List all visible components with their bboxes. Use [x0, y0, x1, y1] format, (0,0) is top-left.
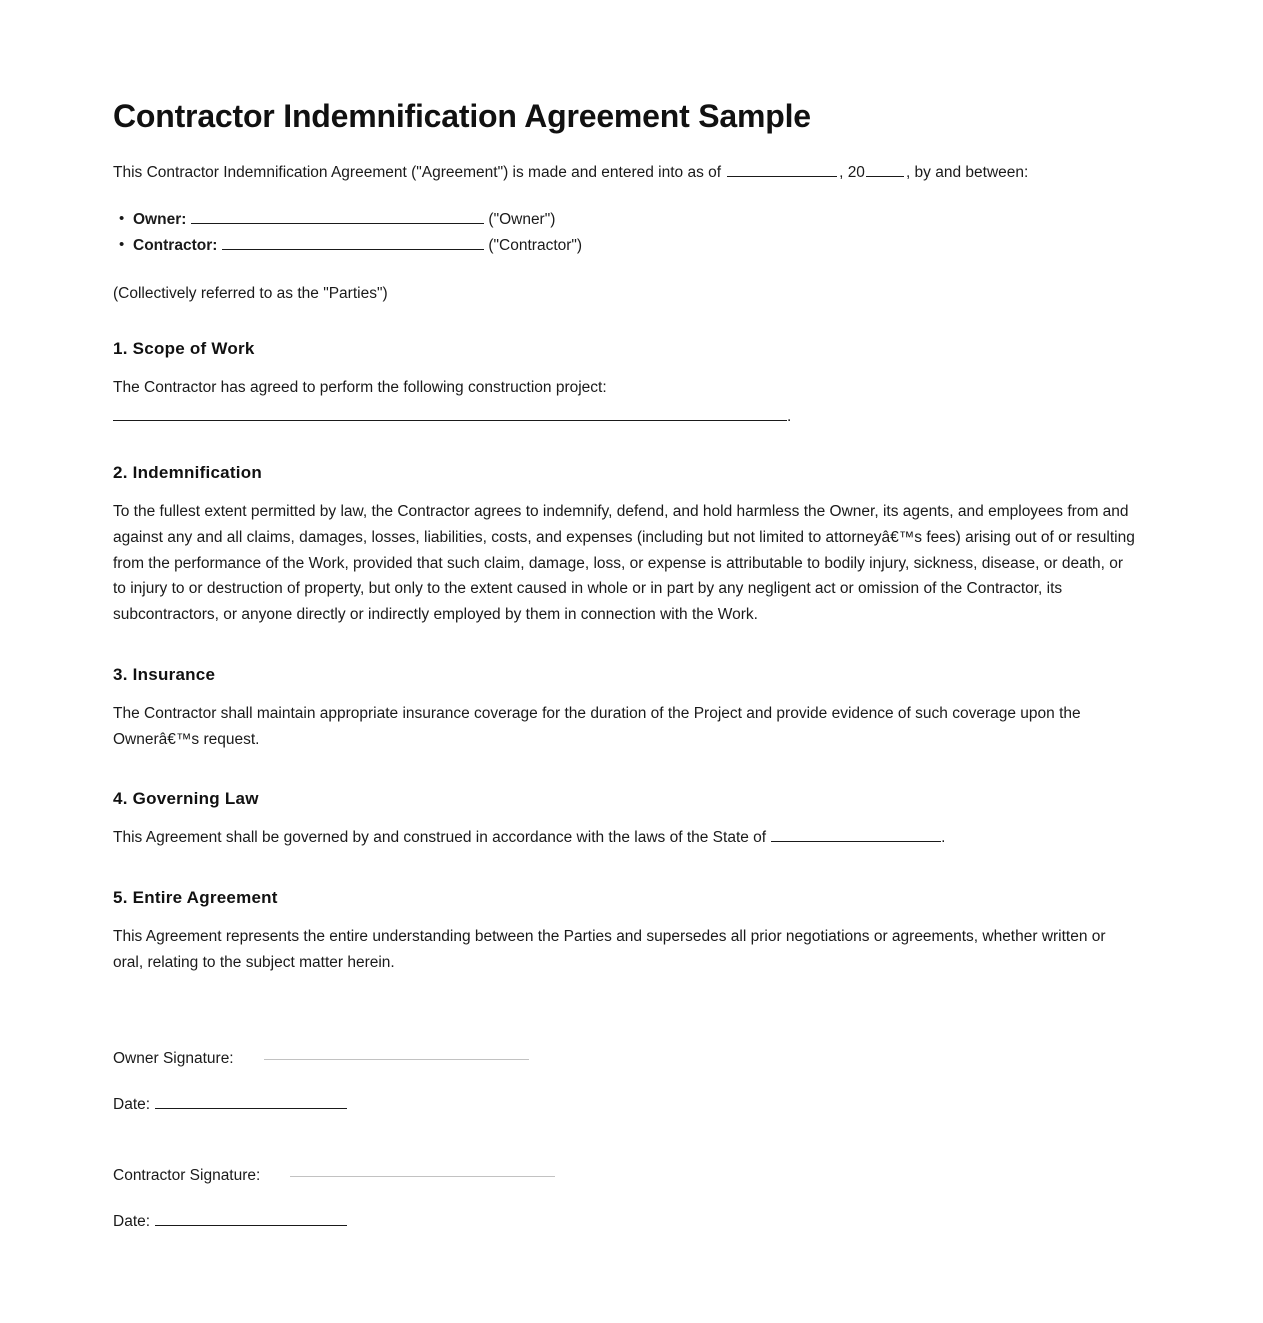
contractor-date-label: Date: [113, 1213, 151, 1230]
owner-signature-block [113, 1046, 813, 1072]
governing-law-period: . [941, 829, 946, 846]
section-body-insurance: The Contractor shall maintain appropriate insurance coverage for the duration of the Project and provide evidence of such coverage upon the Ownerâ€™s request. [113, 705, 1081, 748]
governing-law-state-blank[interactable] [771, 828, 941, 842]
governing-law-text-before-blank: This Agreement shall be governed by and construed in accordance with the laws of the State of [113, 829, 767, 846]
contractor-date-blank[interactable] [155, 1212, 347, 1226]
page-title: Contractor Indemnification Agreement Sample [113, 98, 811, 134]
scope-of-work-blank[interactable] [113, 407, 787, 421]
agreement-year-blank[interactable] [866, 163, 904, 177]
contractor-date-row [113, 1209, 347, 1235]
bullet-dot-icon: • [119, 236, 125, 253]
section-body-scope-of-work: The Contractor has agreed to perform the following construction project: [113, 379, 607, 396]
owner-signature-label: Owner Signature: [113, 1050, 234, 1067]
section-heading-entire-agreement: 5. Entire Agreement [113, 888, 278, 907]
owner-date-label: Date: [113, 1096, 151, 1113]
owner-label: Owner: [133, 211, 187, 228]
contractor-label: Contractor: [133, 237, 218, 254]
contractor-name-blank[interactable] [222, 235, 484, 250]
section-body-entire-agreement: This Agreement represents the entire understanding between the Parties and supersedes all prior negotiations or agreements, whether written or oral, relating to the subject matter herein. [113, 928, 1106, 971]
owner-date-row [113, 1092, 347, 1118]
agreement-intro-line [113, 160, 1028, 186]
section-heading-scope-of-work: 1. Scope of Work [113, 339, 255, 358]
owner-name-blank[interactable] [191, 209, 484, 224]
parties-list [113, 207, 582, 259]
section-heading-governing-law: 4. Governing Law [113, 789, 259, 808]
section-heading-indemnification: 2. Indemnification [113, 463, 263, 482]
list-item-owner [113, 207, 582, 233]
owner-date-blank[interactable] [155, 1095, 347, 1109]
agreement-date-blank[interactable] [727, 163, 837, 177]
contractor-signature-line[interactable] [290, 1176, 555, 1177]
contractor-signature-label: Contractor Signature: [113, 1167, 261, 1184]
intro-year-prefix: , 20 [839, 164, 865, 181]
scope-of-work-fill-line [113, 404, 791, 430]
owner-suffix: ("Owner") [488, 211, 556, 228]
bullet-dot-icon: • [119, 210, 125, 227]
owner-signature-line[interactable] [264, 1059, 529, 1060]
list-item-contractor [113, 233, 582, 259]
contractor-suffix: ("Contractor") [488, 237, 583, 254]
section-body-indemnification: To the fullest extent permitted by law, the Contractor agrees to indemnify, defend, and hold harmless the Owner, its agents, and employees from and against any and all claims, damages, losses, liabilities, costs, and expenses (including but not limited to attorneyâ€™s fees) arising out of or resulting from the performance of the Work, provided that such claim, damage, loss, or expense is attributable to bodily injury, sickness, disease, or death, or to injury to or destruction of property, but only to the extent caused in whole or in part by any negligent act or omission of the Contractor, its subcontractors, or anyone directly or indirectly employed by them in connection with the Work. [113, 503, 1135, 624]
scope-of-work-period: . [787, 408, 792, 425]
intro-text-before-date: This Contractor Indemnification Agreement ("Agreement") is made and entered into as of [113, 164, 722, 181]
contractor-signature-row [113, 1163, 813, 1189]
intro-text-after-year: , by and between: [905, 164, 1029, 181]
contractor-signature-block [113, 1163, 813, 1189]
owner-signature-row [113, 1046, 813, 1072]
parties-collective-note: (Collectively referred to as the "Parties") [113, 285, 388, 302]
section-heading-insurance: 3. Insurance [113, 665, 216, 684]
section-body-governing-law [113, 825, 945, 851]
